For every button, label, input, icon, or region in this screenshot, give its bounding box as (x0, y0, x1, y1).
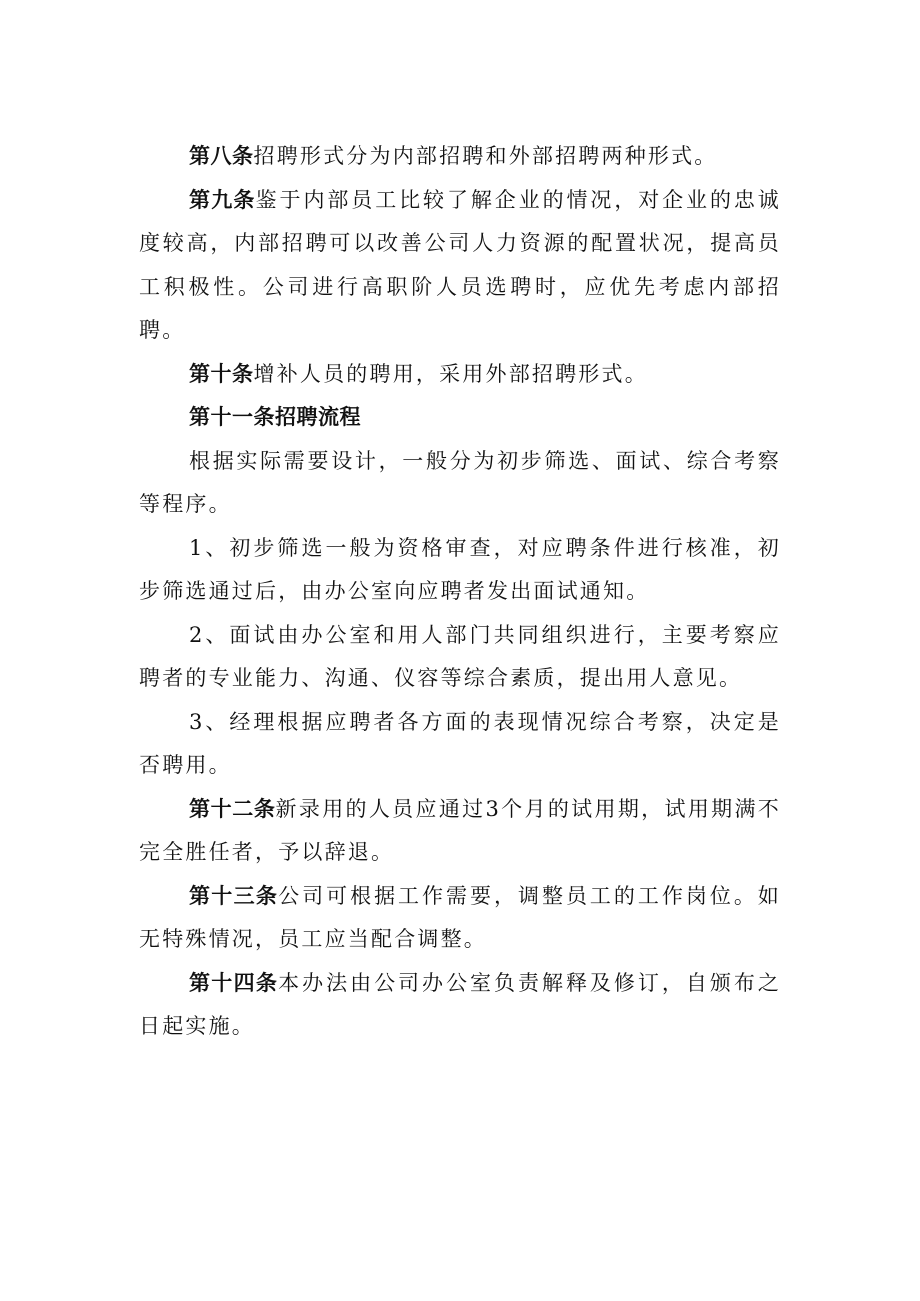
article-10 (139, 353, 781, 397)
article-12 (139, 788, 781, 875)
article-text: 招聘形式分为内部招聘和外部招聘两种形式。 (253, 144, 718, 168)
process-step-2 (139, 614, 781, 701)
paragraph-text: 1、初步筛选一般为资格审查，对应聘条件进行核准，初步筛选通过后，由办公室向应聘者发出面试通知。 (139, 535, 781, 603)
article-label: 第八条 (189, 144, 254, 168)
paragraph-text: 3、经理根据应聘者各方面的表现情况综合考察，决定是否聘用。 (139, 709, 781, 777)
section-heading: 第十一条招聘流程 (189, 405, 361, 429)
paragraph-text: 根据实际需要设计，一般分为初步筛选、面试、综合考察等程序。 (139, 448, 781, 516)
article-label: 第十三条 (189, 883, 279, 908)
paragraph-text: 2、面试由办公室和用人部门共同组织进行，主要考察应聘者的专业能力、沟通、仪容等综合素质，提出用人意见。 (139, 622, 781, 690)
article-label: 第十四条 (189, 970, 279, 995)
process-step-3 (139, 701, 781, 788)
process-step-1 (139, 527, 781, 614)
article-text: 鉴于内部员工比较了解企业的情况，对企业的忠诚度较高，内部招聘可以改善公司人力资源的配置状况，提高员工积极性。公司进行高职阶人员选聘时，应优先考虑内部招聘。 (139, 187, 781, 342)
process-intro (139, 440, 781, 527)
article-8 (139, 135, 781, 179)
article-label: 第十二条 (189, 796, 276, 821)
article-text: 增补人员的聘用，采用外部招聘形式。 (253, 361, 648, 386)
article-14 (139, 962, 781, 1049)
article-label: 第十条 (189, 361, 254, 386)
article-text: 公司可根据工作需要，调整员工的工作岗位。如无特殊情况，员工应当配合调整。 (139, 883, 782, 951)
article-13 (139, 875, 781, 962)
article-label: 第九条 (189, 187, 256, 212)
article-text: 新录用的人员应通过3个月的试用期，试用期满不完全胜任者，予以辞退。 (139, 796, 782, 864)
article-11-heading (139, 396, 781, 440)
article-9 (139, 179, 781, 353)
article-text: 本办法由公司办公室负责解释及修订，自颁布之日起实施。 (139, 970, 782, 1038)
document-body (139, 135, 781, 1049)
